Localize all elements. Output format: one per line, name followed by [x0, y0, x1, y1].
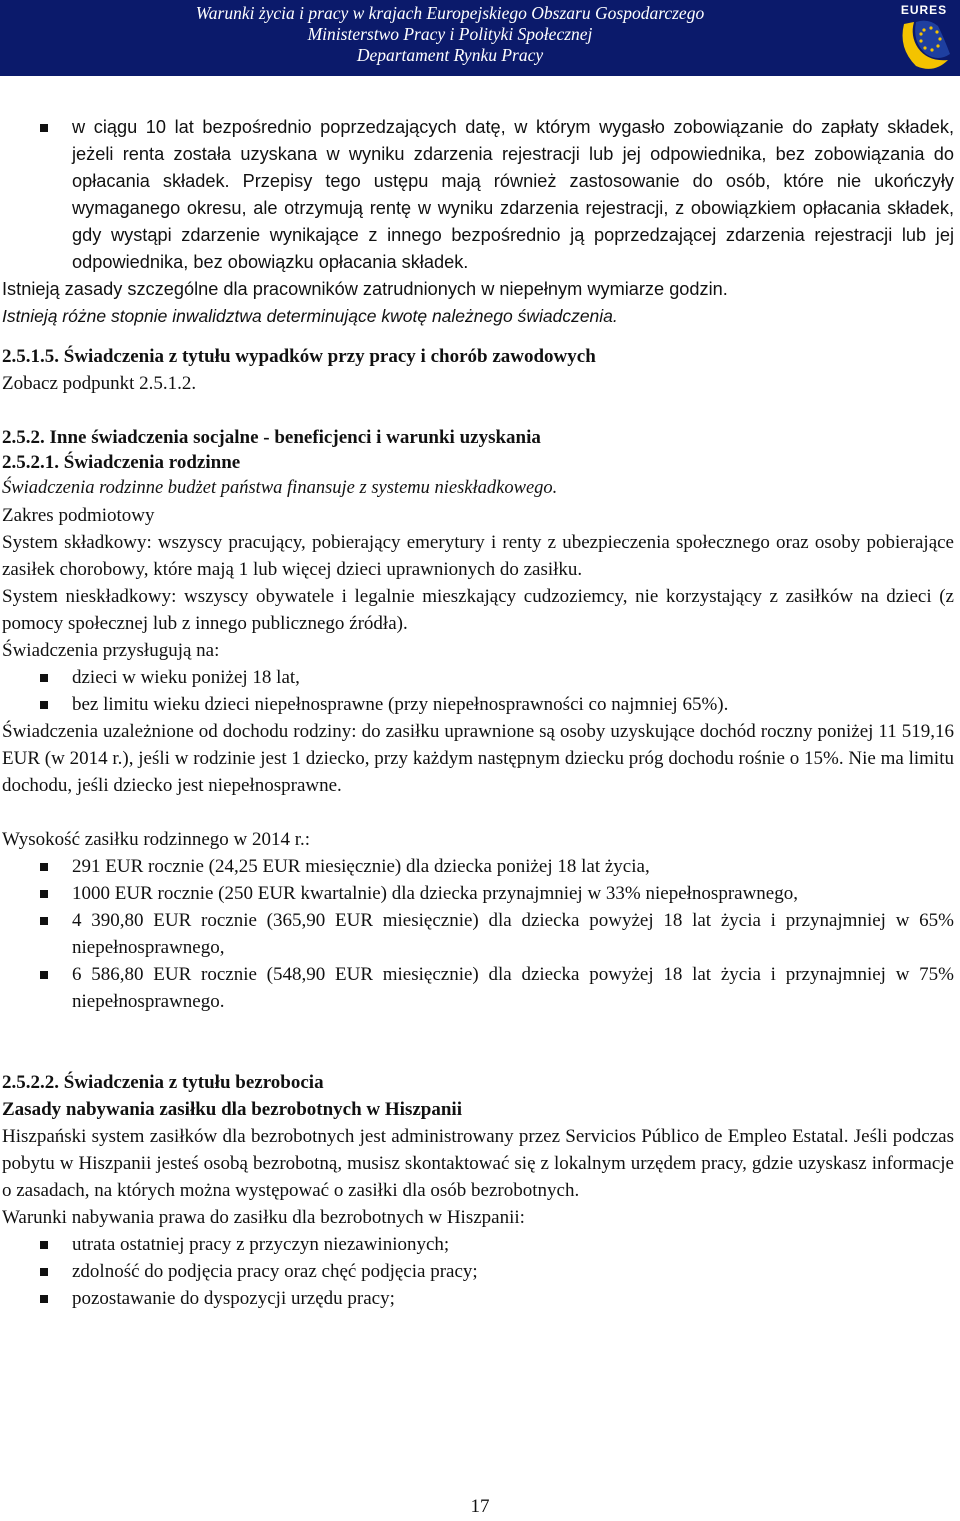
list-item: [2, 664, 954, 691]
page-header: [0, 0, 960, 76]
bullet-top-part1: w ciągu 10 lat bezpośrednio poprzedzających datę, w którym wygasło zobowiązanie do zapłaty składek, jeżeli renta została uzyskana w wyniku zdarzenia rejestracji lub jej odpowiednika, bez zobowiązania do opłacania składek.: [72, 117, 954, 191]
bullet-square-icon: [40, 124, 48, 132]
heading-252: 2.5.2. Inne świadczenia socjalne - beneficjenci i warunki uzyskania: [2, 427, 541, 448]
list-item: [2, 907, 954, 961]
bullet-top-part2: Przepisy tego ustępu mają również zastosowanie do osób, które nie ukończyły wymaganego okresu, ale otrzymują rentę w wyniku zdarzenia rejestracji, z obowiązkiem opłacania składek, gdy wystąpi zdarzenie wynikające z innego bezpośrednio ją poprzedzającej zdarzenia rejestracji lub jej odpowiednika, bez obowiązku opłacania składek.: [72, 171, 954, 272]
bullet-square-icon: [40, 1268, 48, 1276]
header-line-1: Warunki życia i pracy w krajach Europejskiego Obszaru Gospodarczego: [195, 3, 705, 23]
paragraph-scope: Zakres podmiotowy: [2, 505, 155, 526]
paragraph-income: Świadczenia uzależnione od dochodu rodziny: do zasiłku uprawnione są osoby uzyskujące dochód roczny poniżej 11 519,16 EUR (w 2014 r.), jeśli w rodzinie jest 1 dziecko, przy każdym następnym dziecku próg dochodu rośnie o 15%. Nie ma limitu dochodu, jeśli dziecko jest niepełnosprawne.: [2, 721, 954, 796]
heading-2521: 2.5.2.1. Świadczenia rodzinne: [2, 452, 241, 473]
paragraph-special-rules: Istnieją zasady szczególne dla pracowników zatrudnionych w niepełnym wymiarze godzin.: [2, 279, 728, 299]
list-item: [2, 853, 954, 880]
paragraph-amount: Wysokość zasiłku rodzinnego w 2014 r.:: [2, 829, 311, 850]
list-item-text: 291 EUR rocznie (24,25 EUR miesięcznie) dla dziecka poniżej 18 lat życia,: [72, 856, 650, 877]
list-item-text: pozostawanie do dyspozycji urzędu pracy;: [72, 1288, 395, 1309]
list-item: [2, 880, 954, 907]
bullet-square-icon: [40, 674, 48, 682]
paragraph-noncontributory: System nieskładkowy: wszyscy obywatele i legalnie mieszkający cudzoziemcy, nie korzystający z zasiłków na dzieci (z pomocy społecznej lub z innego publicznego źródła).: [2, 586, 954, 634]
list-item-text: utrata ostatniej pracy z przyczyn niezawinionych;: [72, 1234, 450, 1255]
header-text: [0, 3, 900, 66]
bullet-square-icon: [40, 971, 48, 979]
paragraph-see-also: Zobacz podpunkt 2.5.1.2.: [2, 373, 197, 394]
list-item-text: 6 586,80 EUR rocznie (548,90 EUR miesięcznie) dla dziecka powyżej 18 lat życia i przynajmniej w 75% niepełnosprawnego.: [72, 964, 954, 1012]
bullet-square-icon: [40, 1241, 48, 1249]
bullet-square-icon: [40, 863, 48, 871]
list-item-top: [2, 114, 954, 276]
list-item: [2, 961, 954, 1015]
paragraph-invalidity: Istnieją różne stopnie inwalidztwa determinujące kwotę należnego świadczenia.: [2, 306, 618, 326]
eures-logo: [894, 2, 954, 74]
list-item-text: dzieci w wieku poniżej 18 lat,: [72, 667, 300, 688]
paragraph-system: Hiszpański system zasiłków dla bezrobotnych jest administrowany przez Servicios Público de Empleo Estatal. Jeśli podczas pobytu w Hiszpanii jesteś osobą bezrobotną, musisz skontaktować się z lokalnym urzędem pracy, gdzie uzyskasz informacje o zasadach, na których można występować o zasiłki dla osób bezrobotnych.: [2, 1126, 954, 1201]
heading-2515: 2.5.1.5. Świadczenia z tytułu wypadków przy pracy i chorób zawodowych: [2, 346, 596, 367]
list-item-text: bez limitu wieku dzieci niepełnosprawne (przy niepełnosprawności co najmniej 65%).: [72, 694, 729, 715]
header-line-3: Departament Rynku Pracy: [356, 45, 544, 65]
bullet-square-icon: [40, 917, 48, 925]
eures-logo-text: EURES: [900, 3, 948, 17]
bullet-square-icon: [40, 701, 48, 709]
list-item-text: 4 390,80 EUR rocznie (365,90 EUR miesięcznie) dla dziecka powyżej 18 lat życia i przynajmniej w 65% niepełnosprawnego,: [72, 910, 954, 958]
list-item: [2, 1285, 954, 1312]
list-item: [2, 1231, 954, 1258]
heading-2522: 2.5.2.2. Świadczenia z tytułu bezrobocia: [2, 1072, 324, 1093]
heading-rules: Zasady nabywania zasiłku dla bezrobotnych w Hiszpanii: [2, 1099, 462, 1120]
list-item: [2, 1258, 954, 1285]
list-item-text: zdolność do podjęcia pracy oraz chęć podjęcia pracy;: [72, 1261, 478, 1282]
list-item: [2, 691, 954, 718]
paragraph-family-budget: Świadczenia rodzinne budżet państwa finansuje z systemu nieskładkowego.: [2, 478, 558, 498]
paragraph-contributory: System składkowy: wszyscy pracujący, pobierający emerytury i renty z ubezpieczenia społecznego oraz osoby pobierające zasiłek chorobowy, które mają 1 lub więcej dzieci uprawnionych do zasiłku.: [2, 532, 954, 580]
bullet-square-icon: [40, 1295, 48, 1303]
list-item-text: 1000 EUR rocznie (250 EUR kwartalnie) dla dziecka przynajmniej w 33% niepełnosprawnego,: [72, 883, 798, 904]
document-body: [2, 114, 954, 1312]
page-number: 17: [470, 1496, 490, 1517]
paragraph-entitled: Świadczenia przysługują na:: [2, 640, 220, 661]
bullet-square-icon: [40, 890, 48, 898]
paragraph-conditions: Warunki nabywania prawa do zasiłku dla bezrobotnych w Hiszpanii:: [2, 1207, 525, 1228]
header-line-2: Ministerstwo Pracy i Polityki Społecznej: [307, 24, 593, 44]
